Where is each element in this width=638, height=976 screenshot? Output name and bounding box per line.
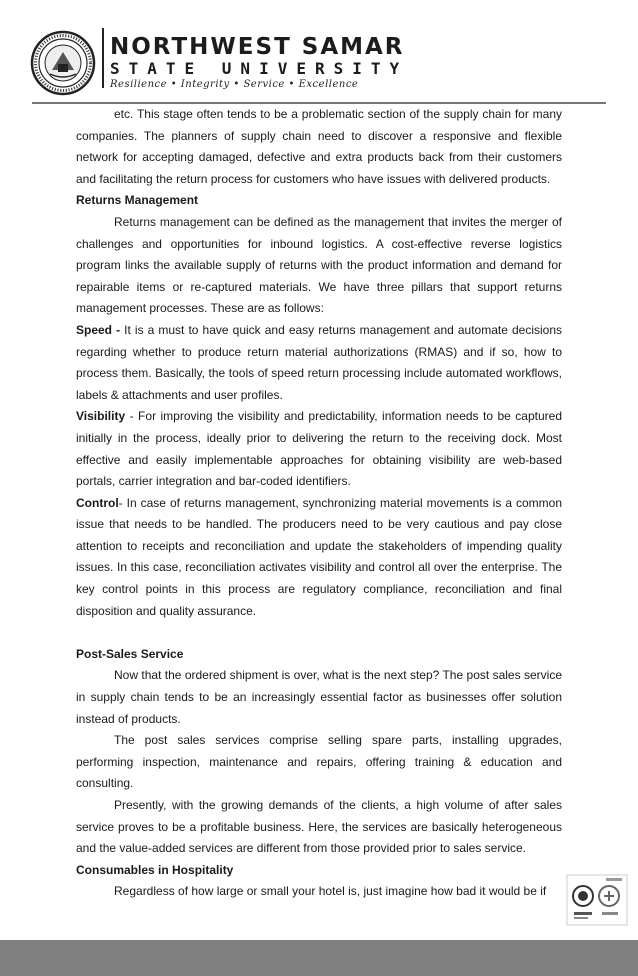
paragraph-control: [76, 493, 562, 623]
paragraph-returns: Returns management can be defined as the management that invites the merger of challenges and opportunities for inbound logistics. A cost-effective reverse logistics program links the available supply of returns with the product information and demand for repairable items or re-captured materials. We have three pillars that support returns management processes. These are as follows:: [76, 214, 562, 316]
header-divider: [102, 28, 104, 88]
heading-post-sales: Post-Sales Service: [76, 646, 184, 661]
university-name: NORTHWEST SAMAR: [110, 34, 405, 60]
page-footer-bar: [0, 940, 638, 976]
paragraph-gap: [76, 622, 562, 644]
visibility-label: Visibility: [76, 409, 126, 424]
university-subtitle: STATE UNIVERSITY: [110, 59, 409, 78]
university-motto: Resilience • Integrity • Service • Excellence: [110, 79, 359, 90]
paragraph-intro: etc. This stage often tends to be a problematic section of the supply chain for many companies. The planners of supply chain need to discover a responsive and flexible network for accepting damaged, defective and extra products back from their customers and facilitating the return process for customers who have issues with delivered products.: [76, 107, 562, 186]
certification-badge-icon: [566, 874, 628, 926]
control-text: - In case of returns management, synchronizing material movements is a common issue that needs to be handled. The producers need to be very cautious and pay close attention to receipts and reconciliation and update the stakeholders of impending quality issues. In this case, reconciliation activates visibility and control all over the enterprise. The key control points in this process are regulatory compliance, reconciliation and final disposition and quality assurance.: [76, 495, 562, 618]
visibility-text: - For improving the visibility and predictability, information needs to be captured initially in the process, ideally prior to delivering the return to the receiving dock. Most effective and easily implementable approaches for obtaining visibility are web-based portals, carrier integration and bar-coded identifiers.: [76, 409, 562, 489]
speed-label: Speed -: [76, 322, 121, 337]
page-header: [0, 0, 638, 100]
heading-consumables: Consumables in Hospitality: [76, 862, 234, 877]
paragraph-consumables: Regardless of how large or small your hotel is, just imagine how bad it would be if: [114, 884, 547, 899]
control-label: Control: [76, 495, 119, 510]
speed-text: It is a must to have quick and easy returns management and automate decisions regarding whether to produce return material authorizations (RMAS) and if so, how to process them. Basically, the tools of speed return processing include automated workflows, labels & attachments and user profiles.: [76, 322, 563, 402]
heading-returns-management: Returns Management: [76, 193, 199, 208]
paragraph-speed: [76, 320, 562, 406]
university-seal-icon: [30, 30, 96, 96]
paragraph-post-sales-1: Now that the ordered shipment is over, what is the next step? The post sales service in supply chain tends to be an increasingly essential factor as businesses offer solution instead of products.: [76, 668, 562, 726]
paragraph-post-sales-2: The post sales services comprise selling spare parts, installing upgrades, performing inspection, maintenance and repairs, offering training & education and consulting.: [76, 733, 562, 791]
paragraph-post-sales-3: Presently, with the growing demands of the clients, a high volume of after sales service proves to be a profitable business. Here, the services are basically heterogeneous and the value-added services are different from those provided prior to sales service.: [76, 798, 562, 856]
paragraph-visibility: [76, 406, 562, 492]
document-body: [76, 104, 562, 903]
